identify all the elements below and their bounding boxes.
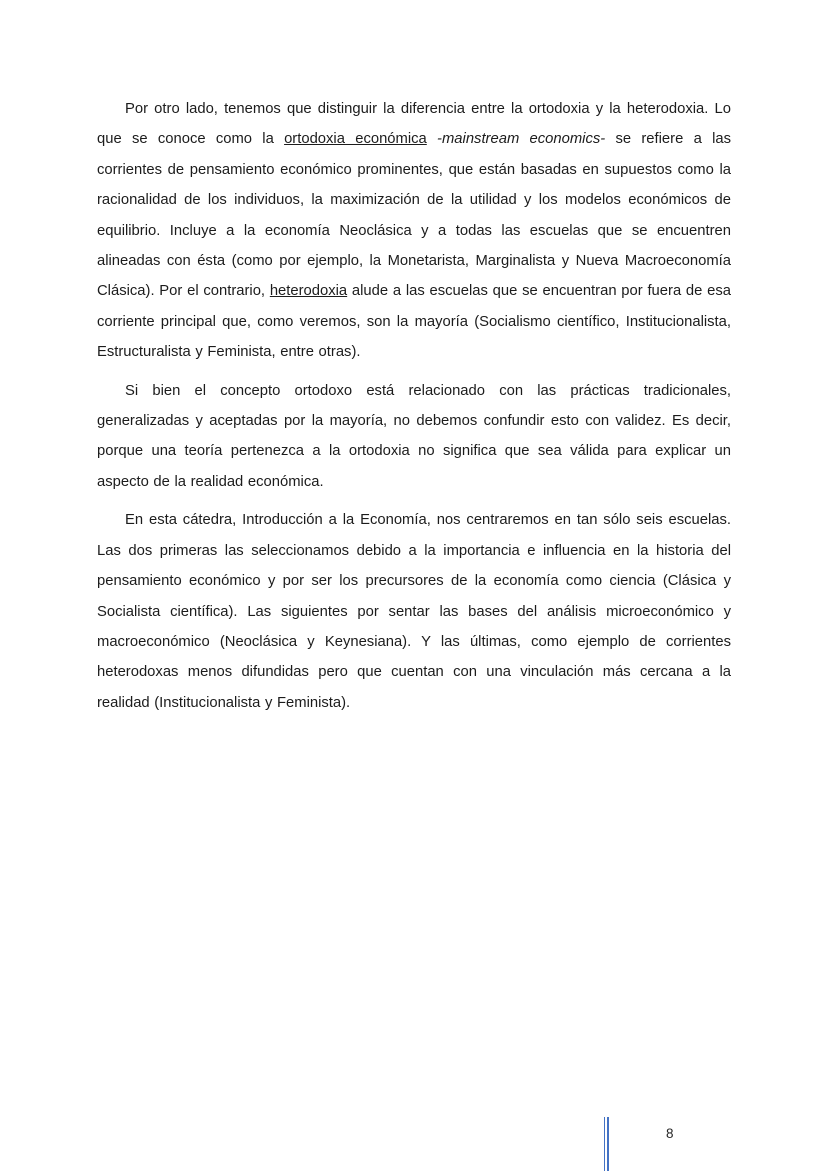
paragraph-catedra-seis-escuelas [97, 505, 731, 718]
paragraph-ortodoxo-validez [97, 376, 731, 498]
text-run: alude a las escuelas que se encuentran por fuera de esa corriente principal que, como veremos, son la mayoría (Socialismo científico, Institucionalista, Estructuralista y Feminista, entre otras). [97, 283, 731, 361]
italic-term-mainstream-economics: -mainstream economics- [426, 131, 616, 148]
text-run: se refiere a las corrientes de pensamiento económico prominentes, que están basadas en supuestos como la racionalidad de los individuos, la maximización de la utilidad y los modelos económicos de equilibrio. Incluye a la economía Neoclásica y a todas las escuelas que se encuentren alineadas con ésta (como por ejemplo, la Monetarista, Marginalista y Nueva Macroeconomía Clásica). Por el contrario, [97, 131, 731, 300]
document-body [97, 94, 731, 718]
underlined-term-heterodoxia: heterodoxia [269, 283, 348, 300]
text-run: Si bien el concepto ortodoxo está relacionado con las prácticas tradicionales, generalizadas y aceptadas por la mayoría, no debemos confundir esto con validez. Es decir, porque una teoría pertenezca a la ortodoxia no significa que sea válida para explicar un aspecto de la realidad económica. [97, 382, 731, 490]
page-footer [0, 1110, 828, 1171]
text-run: Por otro lado, tenemos que distinguir la diferencia entre la ortodoxia y la heterodoxia. Lo que se conoce como la [97, 101, 731, 148]
footer-accent-line [604, 1117, 609, 1171]
text-run: En esta cátedra, Introducción a la Economía, nos centraremos en tan sólo seis escuelas. Las dos primeras las seleccionamos debido a la importancia e influencia en la historia del pensamiento económico y por ser los precursores de la economía como ciencia (Clásica y Socialista científica). Las siguientes por sentar las bases del análisis microeconómico y macroeconómico (Neoclásica y Keynesiana). Y las últimas, como ejemplo de corrientes heterodoxas menos difundidas pero que cuentan con una vinculación más cercana a la realidad (Institucionalista y Feminista). [97, 512, 731, 711]
page-number: 8 [666, 1126, 674, 1141]
paragraph-ortodoxia-heterodoxia [97, 94, 731, 368]
underlined-term-ortodoxia-economica: ortodoxia económica [284, 131, 427, 148]
